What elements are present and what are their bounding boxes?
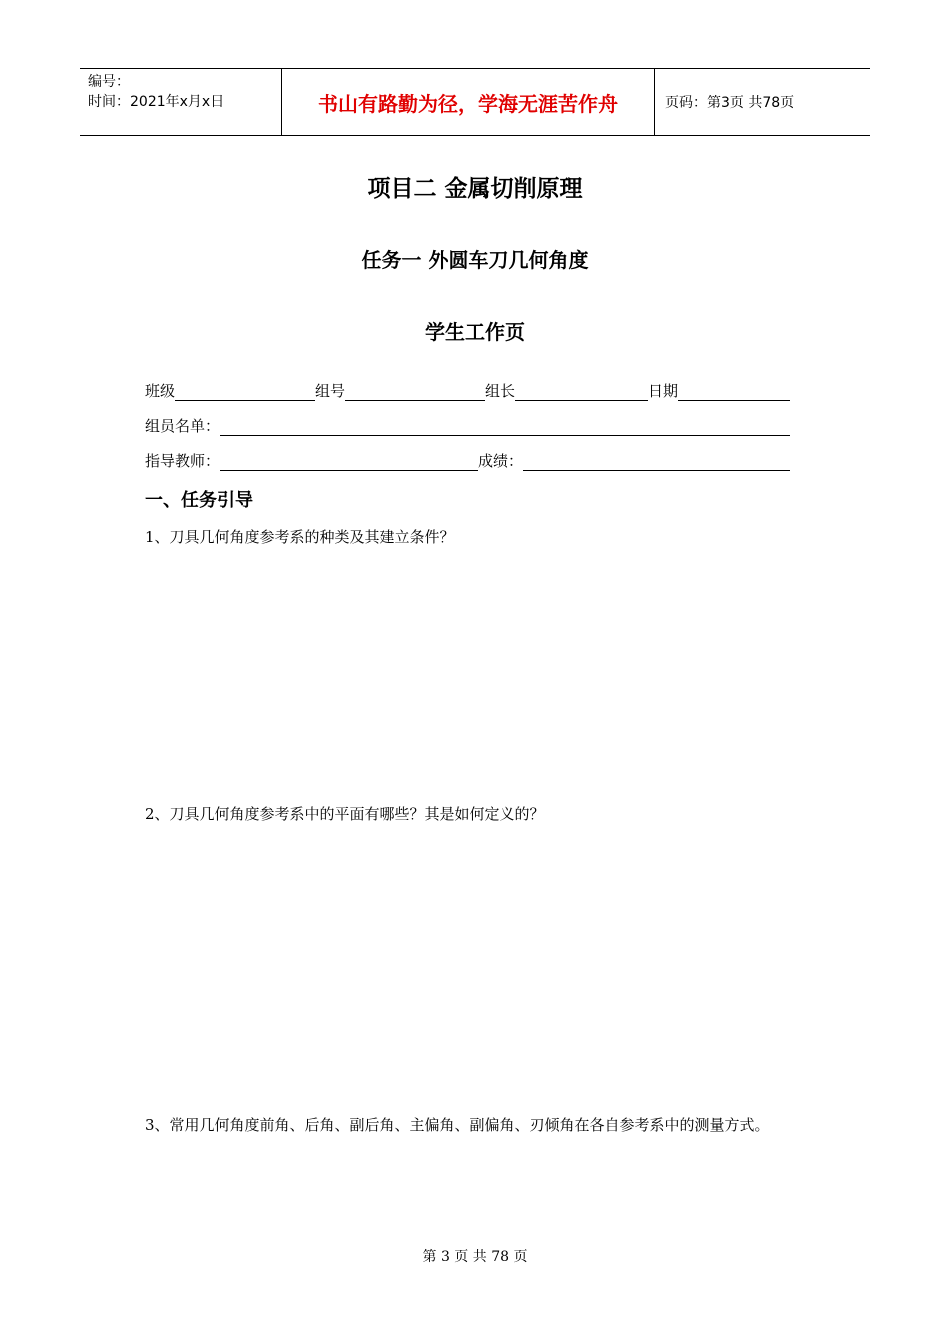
form-row-members (145, 412, 790, 436)
leader-field[interactable] (515, 382, 648, 401)
question-3: 3、常用几何角度前角、后角、副后角、主偏角、副偏角、刃倾角在各自参考系中的测量方式。 (145, 1116, 770, 1134)
page-header (80, 68, 870, 136)
form-row-teacher (145, 447, 790, 471)
task-title: 任务一 外圆车刀几何角度 (361, 248, 589, 272)
score-label: 成绩： (478, 452, 524, 470)
score-field[interactable] (523, 452, 790, 471)
group-no-field[interactable] (345, 382, 485, 401)
header-page-info: 页码：第3页 共78页 (665, 95, 795, 111)
page-footer: 第 3 页 共 78 页 (422, 1249, 528, 1265)
date-field[interactable] (678, 382, 790, 401)
worksheet-title: 学生工作页 (425, 320, 525, 344)
group-no-label: 组号 (315, 382, 346, 400)
class-label: 班级 (145, 382, 176, 400)
class-field[interactable] (175, 382, 315, 401)
question-2: 2、刀具几何角度参考系中的平面有哪些？其是如何定义的？ (145, 805, 545, 823)
question-1: 1、刀具几何角度参考系的种类及其建立条件？ (145, 528, 455, 546)
project-title: 项目二 金属切削原理 (367, 176, 583, 202)
date-label: 日期 (648, 382, 679, 400)
section-title: 一、任务引导 (145, 490, 253, 511)
form-row-info (145, 377, 790, 401)
teacher-field[interactable] (220, 452, 478, 471)
leader-label: 组长 (485, 382, 516, 400)
members-label: 组员名单： (145, 417, 221, 435)
number-label: 编号： (88, 74, 130, 90)
members-field[interactable] (220, 417, 790, 436)
header-meta (80, 69, 282, 135)
time-label: 时间：2021年x月x日 (88, 94, 225, 110)
teacher-label: 指导教师： (145, 452, 221, 470)
header-motto: 书山有路勤为径，学海无涯苦作舟 (282, 69, 655, 135)
